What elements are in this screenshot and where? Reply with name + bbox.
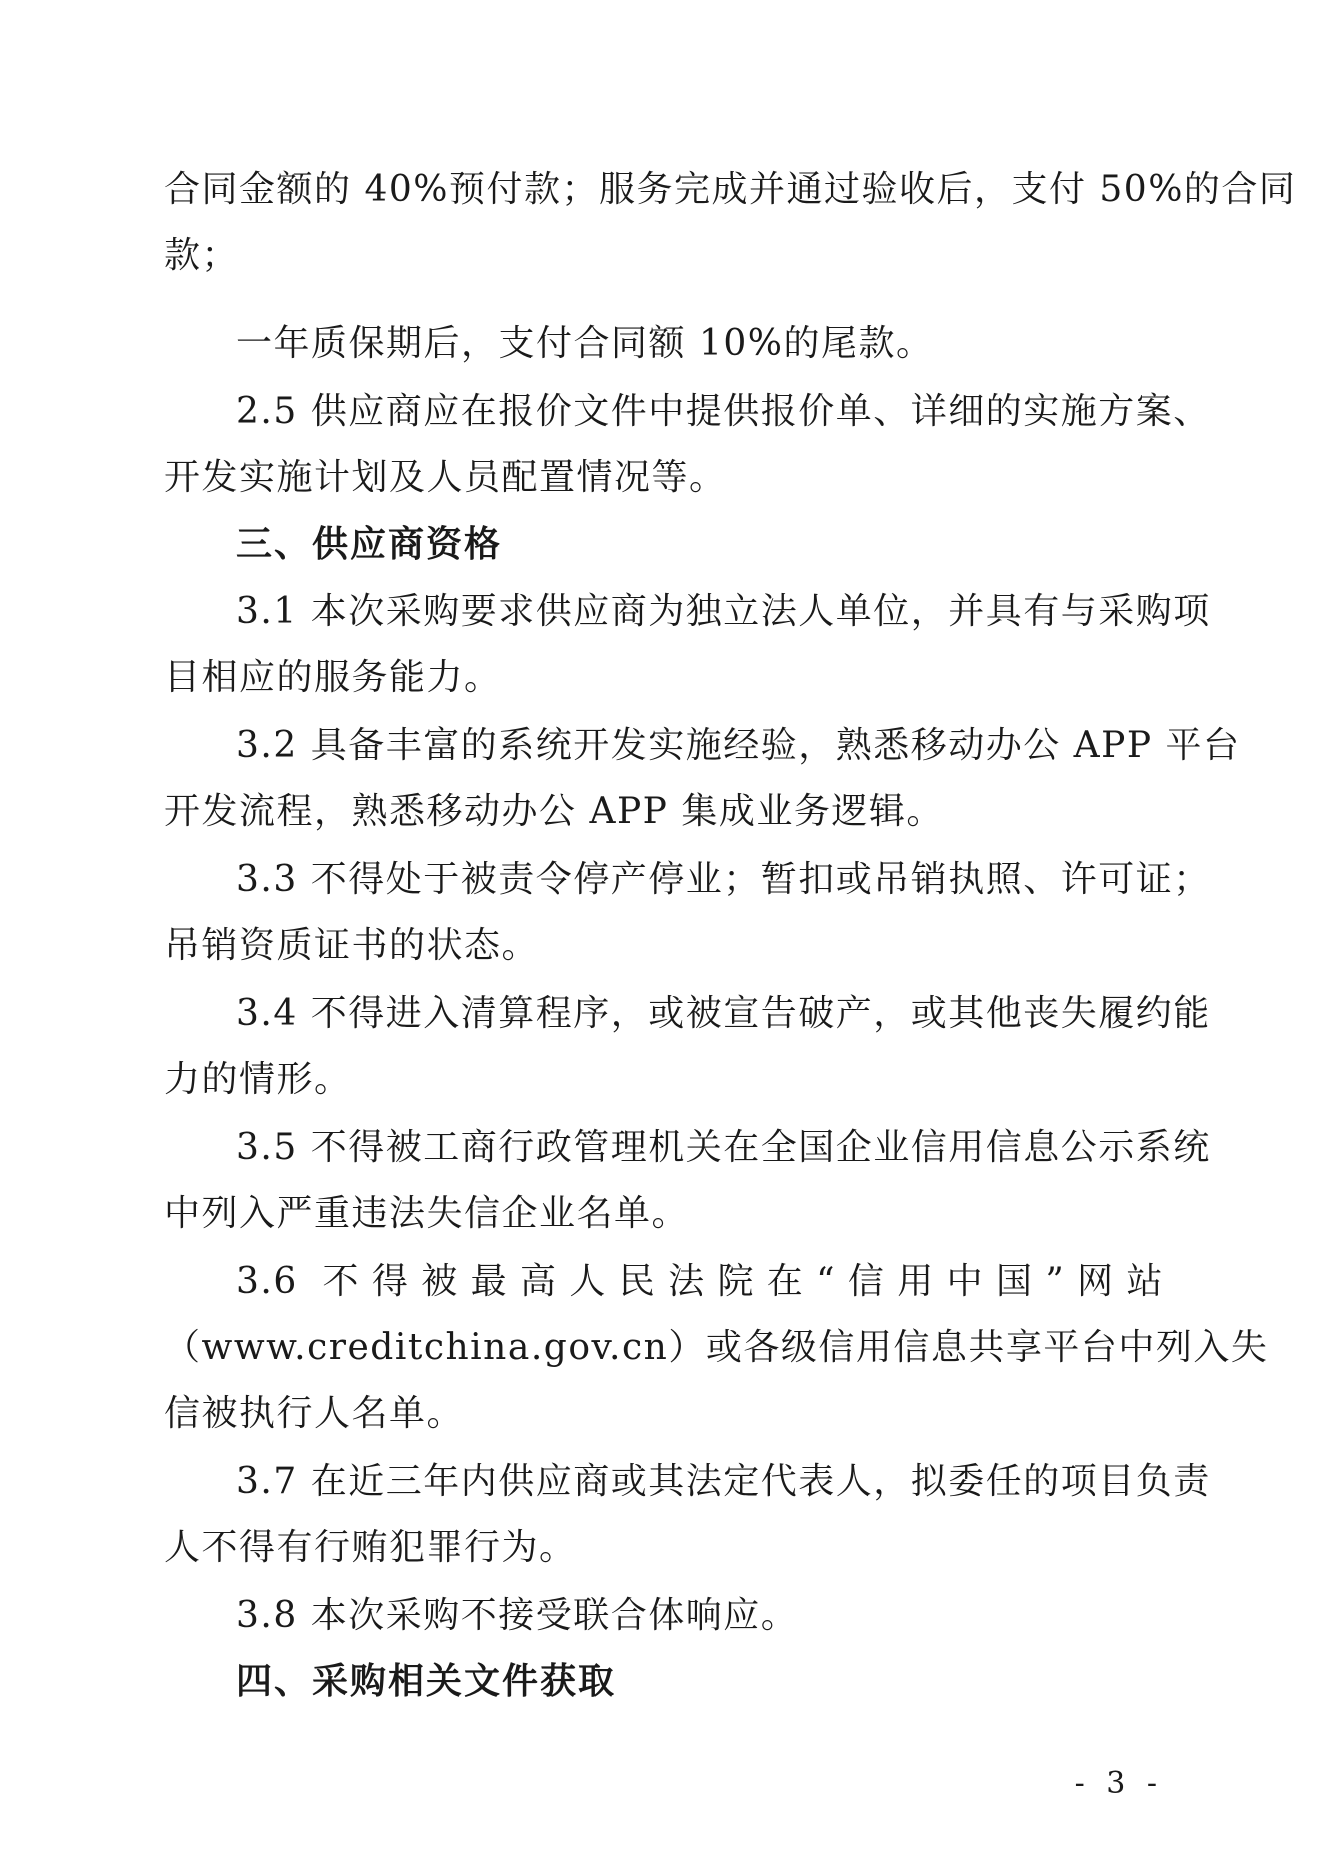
text-line: 3.8 本次采购不接受联合体响应。 bbox=[236, 1595, 799, 1636]
text-line: 3.7 在近三年内供应商或其法定代表人，拟委任的项目负责 bbox=[236, 1461, 1211, 1502]
text-line: 中列入严重违法失信企业名单。 bbox=[164, 1193, 690, 1234]
text-line: 一年质保期后，支付合同额 10%的尾款。 bbox=[236, 323, 934, 364]
text-line: 开发实施计划及人员配置情况等。 bbox=[164, 457, 727, 498]
text-line: 人不得有行贿犯罪行为。 bbox=[164, 1527, 577, 1568]
text-line: 开发流程，熟悉移动办公 APP 集成业务逻辑。 bbox=[164, 791, 944, 832]
text-line: 合同金额的 40%预付款；服务完成并通过验收后，支付 50%的合同 bbox=[164, 169, 1297, 210]
text-line: 3.1 本次采购要求供应商为独立法人单位，并具有与采购项 bbox=[236, 591, 1211, 632]
text-line: 力的情形。 bbox=[164, 1059, 352, 1100]
text-line: 3.5 不得被工商行政管理机关在全国企业信用信息公示系统 bbox=[236, 1127, 1211, 1168]
section-heading: 三、供应商资格 bbox=[236, 524, 503, 565]
page-number: - 3 - bbox=[1074, 1766, 1163, 1801]
text-line: 信被执行人名单。 bbox=[164, 1393, 465, 1434]
section-heading: 四、采购相关文件获取 bbox=[236, 1661, 617, 1702]
text-line: （www.creditchina.gov.cn）或各级信用信息共享平台中列入失 bbox=[164, 1327, 1269, 1368]
text-line: 3.2 具备丰富的系统开发实施经验，熟悉移动办公 APP 平台 bbox=[236, 725, 1241, 766]
text-line: 3.4 不得进入清算程序，或被宣告破产，或其他丧失履约能 bbox=[236, 993, 1211, 1034]
text-line: 3.3 不得处于被责令停产停业；暂扣或吊销执照、许可证； bbox=[236, 859, 1211, 900]
text-line: 吊销资质证书的状态。 bbox=[164, 925, 540, 966]
text-line: 3.6 不得被最高人民法院在“信用中国”网站 bbox=[236, 1261, 1164, 1302]
text-line: 款； bbox=[164, 235, 240, 276]
text-line: 目相应的服务能力。 bbox=[164, 657, 502, 698]
text-line: 2.5 供应商应在报价文件中提供报价单、详细的实施方案、 bbox=[236, 391, 1211, 432]
